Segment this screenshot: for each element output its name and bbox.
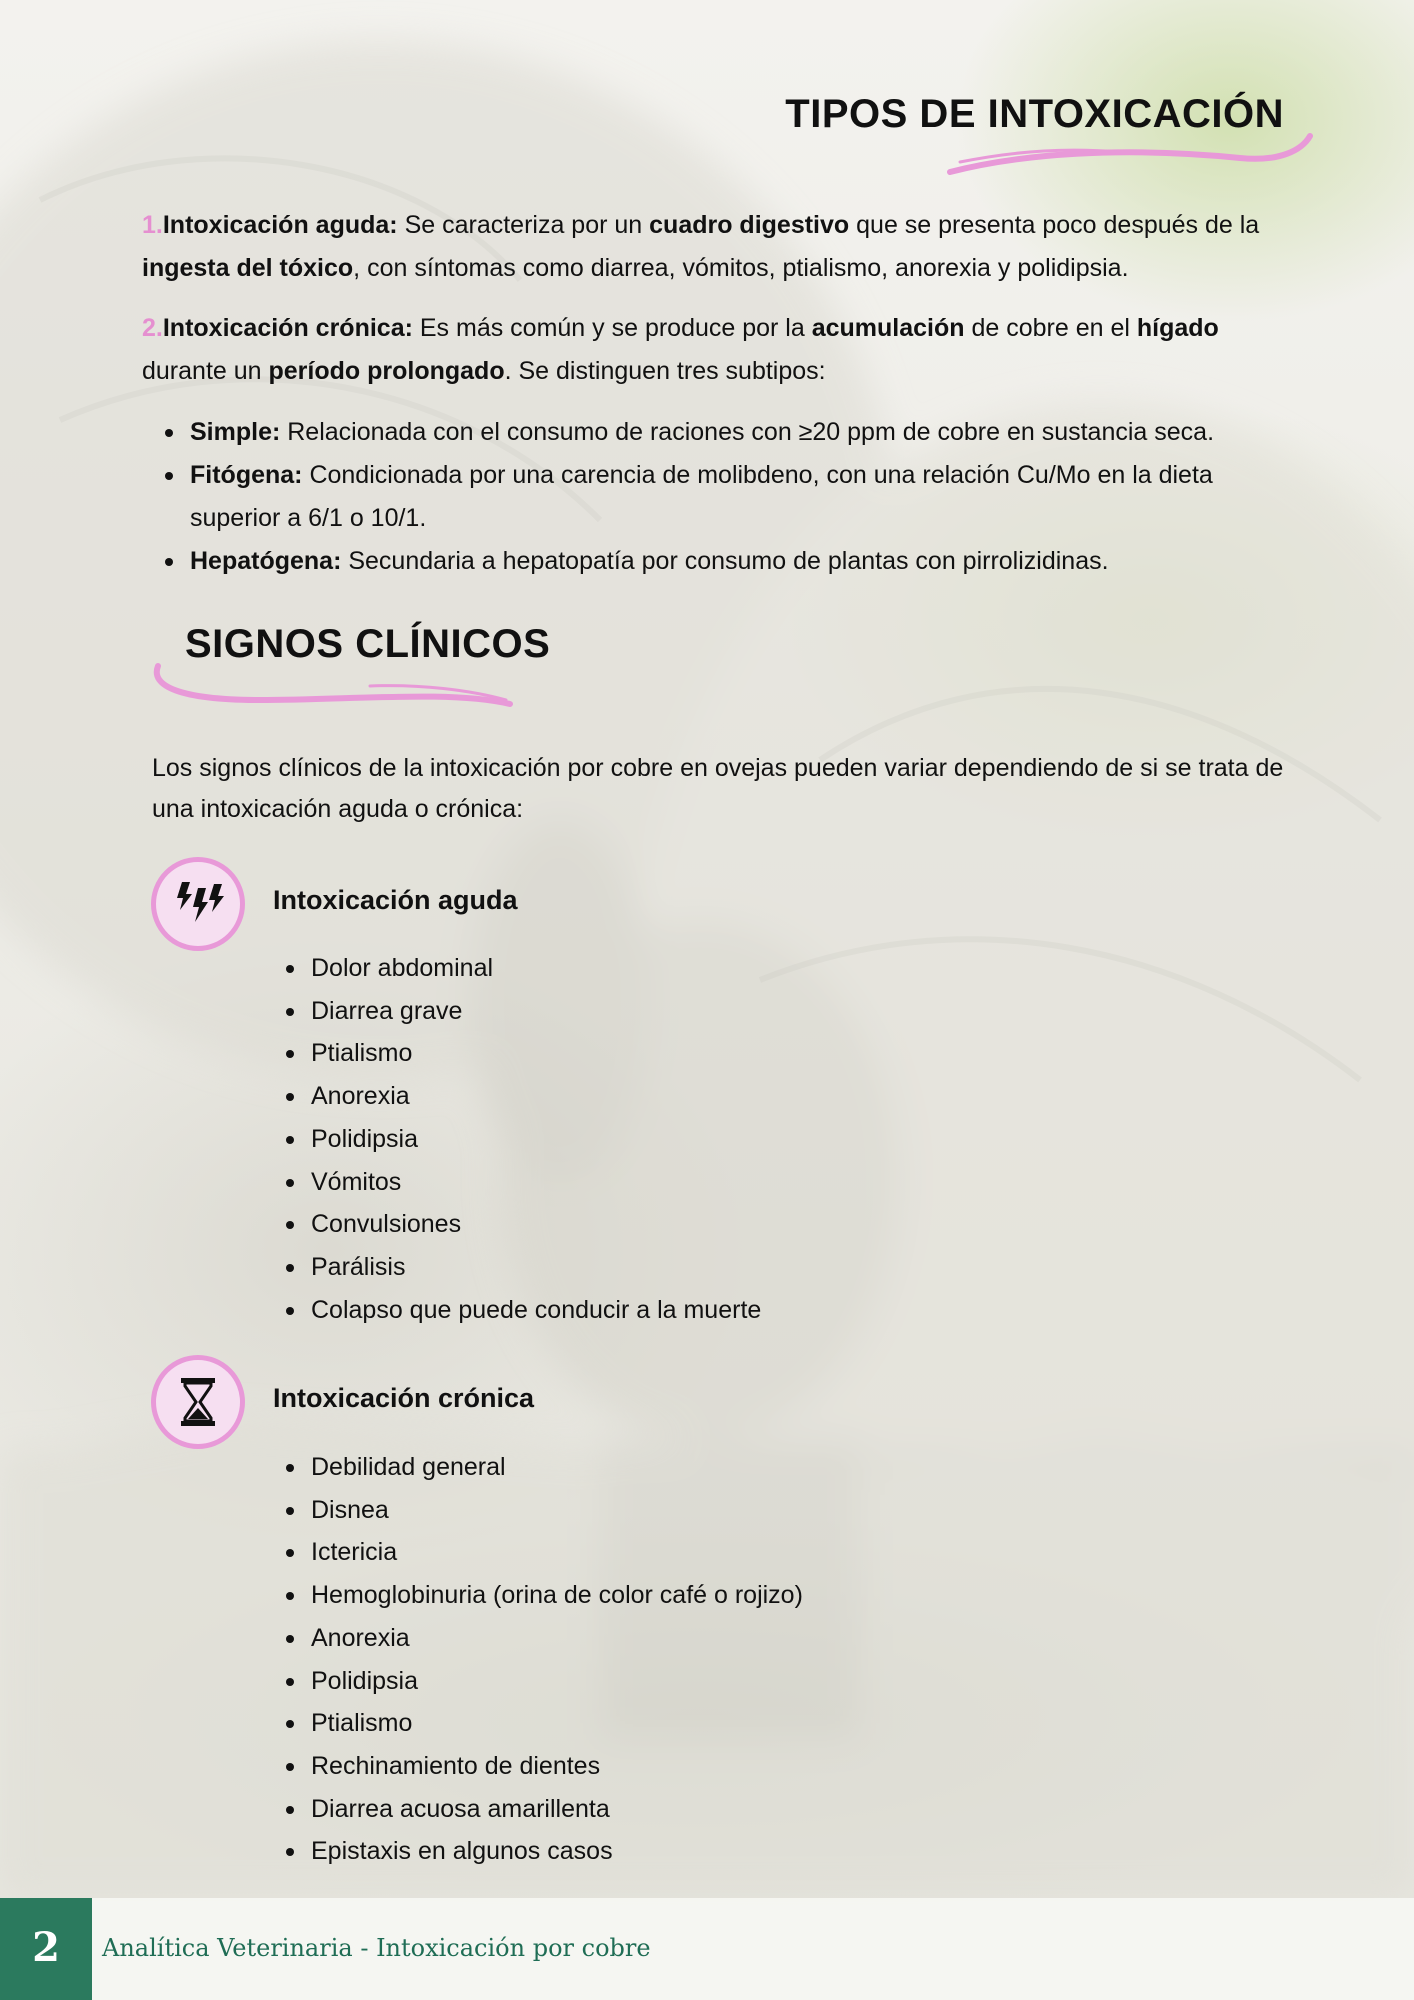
- cronica-signs-title: Intoxicación crónica: [273, 1383, 535, 1413]
- aguda-signs-title: Intoxicación aguda: [273, 885, 518, 915]
- signos-title: SIGNOS CLÍNICOS: [185, 622, 551, 666]
- cronica-bold-2: hígado: [1136, 314, 1219, 342]
- cronica-paragraph: [142, 307, 1302, 393]
- page-footer: [0, 1898, 1414, 2000]
- subtype-text: Secundaria a hepatopatía por consumo de plantas con pirrolizidinas.: [341, 547, 1109, 575]
- cronica-text-1: Es más común y se produce por la: [412, 314, 812, 342]
- list-item: Epistaxis en algunos casos: [311, 1830, 803, 1873]
- cronica-text-2: de cobre en el: [964, 314, 1137, 342]
- aguda-bold-1: cuadro digestivo: [649, 211, 850, 239]
- subtype-text: Condicionada por una carencia de molibdeno, con una relación Cu/Mo en la dieta superior a 6/1 o 10/1.: [190, 461, 1213, 532]
- list-item: Diarrea acuosa amarillenta: [311, 1788, 803, 1831]
- list-item: Ptialismo: [311, 1702, 803, 1745]
- list-item: Vómitos: [311, 1161, 761, 1204]
- subtype-label: Fitógena:: [190, 461, 303, 489]
- list-item: Hemoglobinuria (orina de color café o rojizo): [311, 1574, 803, 1617]
- hourglass-icon: [151, 1355, 245, 1449]
- list-item: Colapso que puede conducir a la muerte: [311, 1289, 761, 1332]
- cronica-signs-list: [311, 1446, 803, 1873]
- aguda-number: 1.: [142, 211, 163, 239]
- aguda-text-3: , con síntomas como diarrea, vómitos, ptialismo, anorexia y polidipsia.: [353, 254, 1129, 282]
- aguda-paragraph: [142, 204, 1302, 290]
- list-item: Anorexia: [311, 1075, 761, 1118]
- page-number: 2: [0, 1898, 92, 2000]
- cronica-label: Intoxicación crónica:: [162, 314, 413, 342]
- aguda-text-2: que se presenta poco después de la: [849, 211, 1260, 239]
- footer-title: Analítica Veterinaria - Intoxicación por cobre: [102, 1934, 651, 1962]
- title-swash-decoration: [150, 660, 520, 710]
- cronica-text-4: . Se distinguen tres subtipos:: [504, 357, 826, 385]
- aguda-bold-2: ingesta del tóxico: [142, 254, 354, 282]
- cronica-number: 2.: [142, 314, 163, 342]
- tipos-title: TIPOS DE INTOXICACIÓN: [785, 92, 1284, 136]
- subtype-text: Relacionada con el consumo de raciones con ≥20 ppm de cobre en sustancia seca.: [280, 418, 1215, 446]
- list-item: Convulsiones: [311, 1203, 761, 1246]
- aguda-signs-list: [311, 947, 761, 1331]
- list-item: Ptialismo: [311, 1032, 761, 1075]
- list-item: Rechinamiento de dientes: [311, 1745, 803, 1788]
- list-item: Dolor abdominal: [311, 947, 761, 990]
- list-item: [190, 454, 1300, 540]
- list-item: [190, 411, 1300, 454]
- list-item: Disnea: [311, 1489, 803, 1532]
- lightning-bolts-icon: [151, 857, 245, 951]
- list-item: Diarrea grave: [311, 990, 761, 1033]
- title-swash-decoration: [940, 128, 1320, 180]
- list-item: Parálisis: [311, 1246, 761, 1289]
- subtype-label: Hepatógena:: [190, 547, 342, 575]
- subtype-label: Simple:: [190, 418, 281, 446]
- cronica-bold-3: período prolongado: [268, 357, 505, 385]
- list-item: Polidipsia: [311, 1118, 761, 1161]
- signos-intro: Los signos clínicos de la intoxicación por cobre en ovejas pueden variar dependiendo de si se trata de una intoxicación aguda o crónica:: [152, 754, 1284, 823]
- subtypes-list: [190, 411, 1300, 583]
- cronica-text-3: durante un: [142, 357, 269, 385]
- list-item: Polidipsia: [311, 1660, 803, 1703]
- cronica-bold-1: acumulación: [811, 314, 965, 342]
- aguda-label: Intoxicación aguda:: [162, 211, 398, 239]
- list-item: Ictericia: [311, 1531, 803, 1574]
- list-item: Anorexia: [311, 1617, 803, 1660]
- list-item: Debilidad general: [311, 1446, 803, 1489]
- list-item: [190, 540, 1300, 583]
- aguda-text-1: Se caracteriza por un: [397, 211, 650, 239]
